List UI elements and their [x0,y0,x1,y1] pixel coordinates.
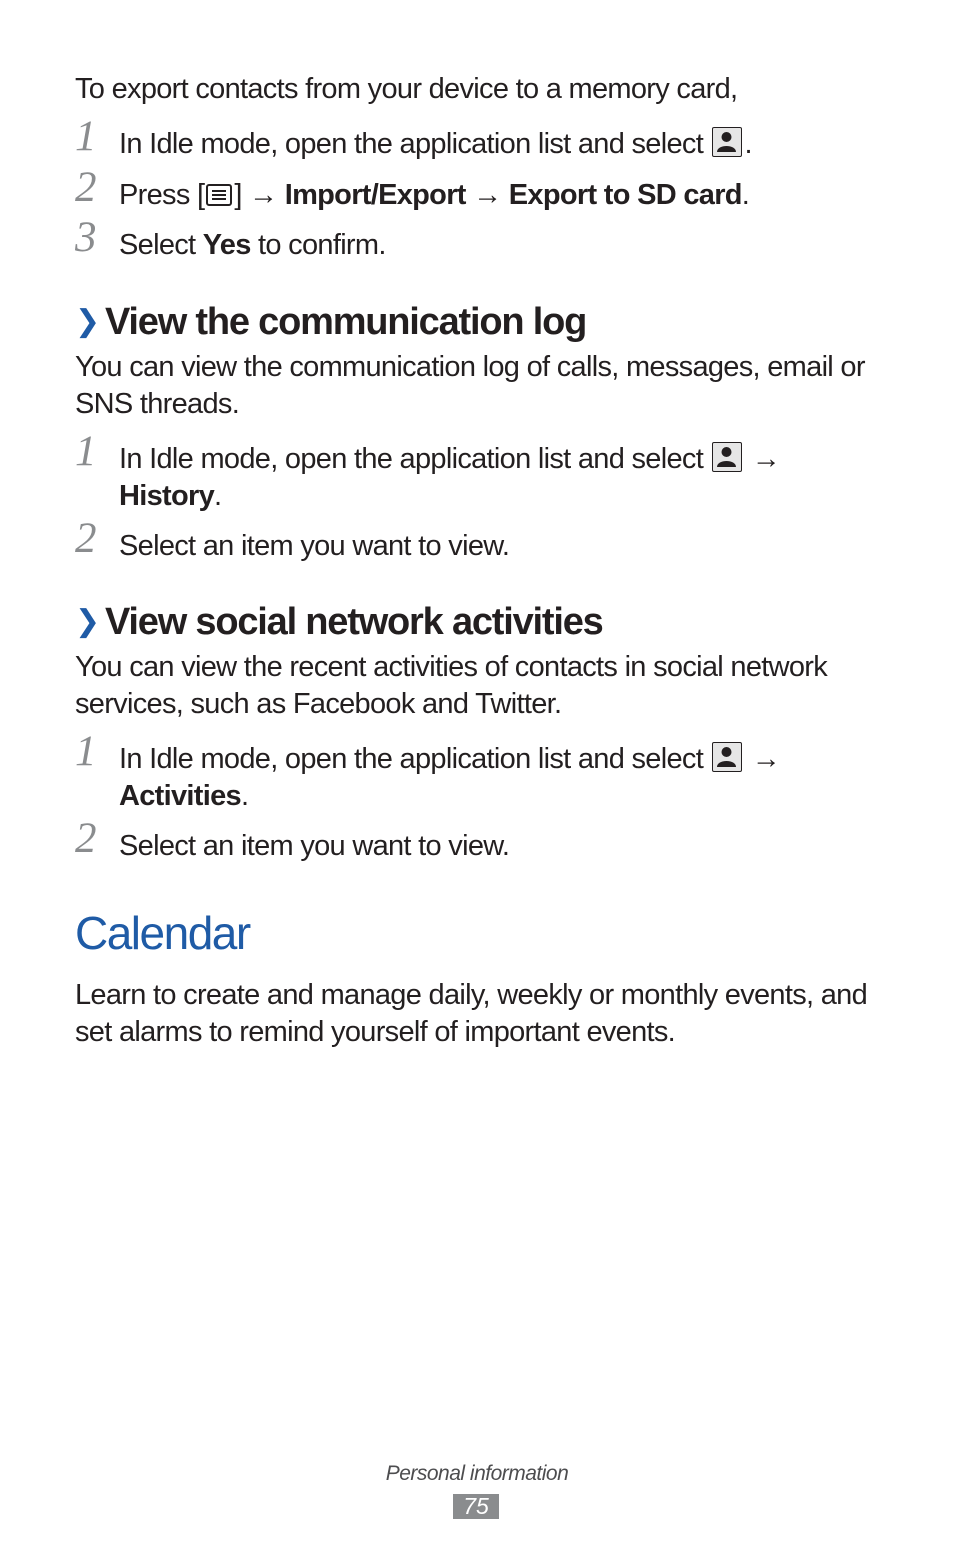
calendar-title: Calendar [75,907,250,959]
contacts-icon [712,127,742,157]
step-number: 2 [75,815,97,862]
activities-label: Activities [119,780,241,812]
step-number: 2 [75,164,97,211]
history-label: History [119,480,215,512]
calendar-description: Learn to create and manage daily, weekly or monthly events, and set alarms to remind yourself of important events. [75,979,868,1048]
yes-label: Yes [202,229,251,261]
step-number: 1 [75,113,97,160]
contacts-icon [712,742,742,772]
footer-section-label: Personal information [385,1462,569,1485]
step-number: 3 [75,214,97,261]
step-number: 1 [75,428,97,475]
intro-text: To export contacts from your device to a memory card, [75,73,738,105]
page-number: 75 [453,1494,499,1519]
communication-log-description: You can view the communication log of calls, messages, email or SNS threads. [75,351,865,420]
chevron-right-icon: ❯ [75,605,99,638]
contacts-icon [712,442,742,472]
menu-key-icon [204,180,234,204]
import-export-label: Import/Export [284,179,466,211]
social-activities-description: You can view the recent activities of contacts in social network services, such as Facebook and Twitter. [75,651,828,720]
step-number: 2 [75,515,97,562]
section-heading-social-activities: ❯ View social network activities [75,601,603,643]
section-heading-communication-log: ❯ View the communication log [75,301,587,343]
chevron-right-icon: ❯ [75,305,99,338]
export-to-sd-label: Export to SD card [508,179,742,211]
step-number: 1 [75,728,97,775]
